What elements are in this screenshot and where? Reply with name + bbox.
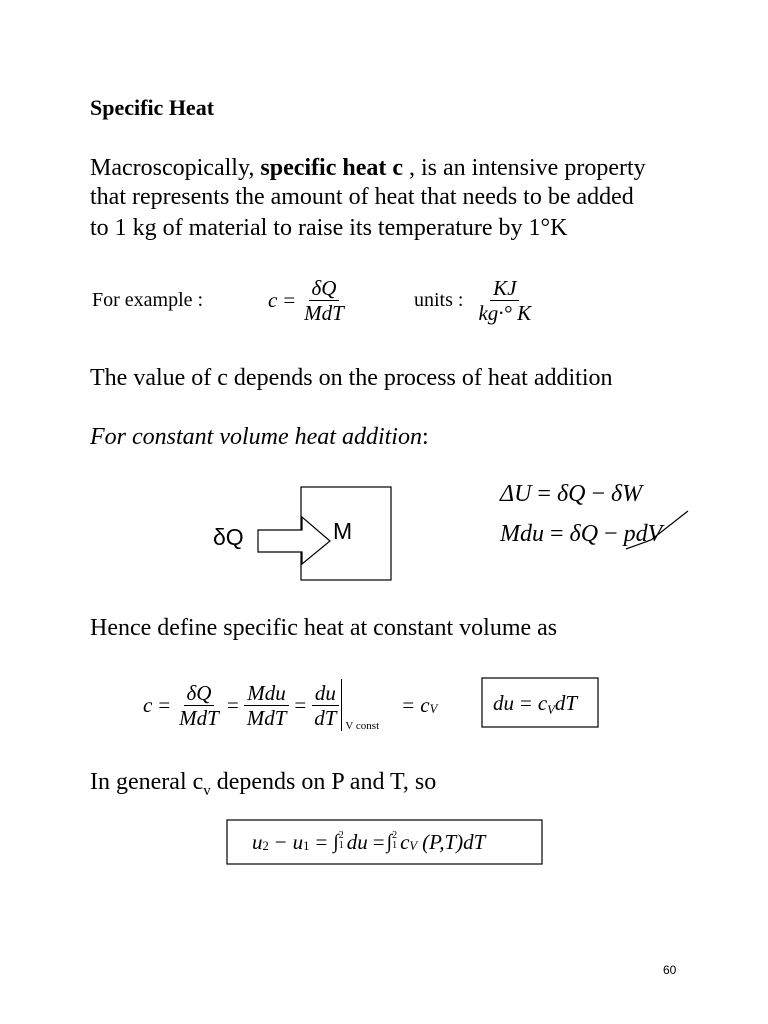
heat-arrow-icon xyxy=(258,517,330,564)
cv-box-rhs: dT xyxy=(554,691,578,715)
cv-def-equals-3: = xyxy=(294,692,307,717)
integral-lower-limit-1: 1 xyxy=(338,840,344,851)
cv-def-fraction-1-numerator: δQ xyxy=(184,681,215,706)
integral-equals-1: = xyxy=(315,829,328,854)
units-numerator: KJ xyxy=(490,276,519,301)
example-fraction-numerator: δQ xyxy=(309,276,340,301)
page-heading: Specific Heat xyxy=(90,95,215,120)
cv-def-equals-1: = xyxy=(158,692,171,717)
constant-volume-line xyxy=(90,423,429,451)
energy-2-lhs: Mdu xyxy=(500,521,544,547)
cv-def-fraction-2-denominator: MdT xyxy=(246,705,287,730)
intro-line-3: to 1 kg of material to raise its temperature by 1°K xyxy=(90,215,568,241)
value-line: The value of c depends on the process of heat addition xyxy=(90,365,613,391)
cv-def-fraction-3-denominator: dT xyxy=(314,705,337,730)
units-label: units : xyxy=(414,288,464,311)
intro-line-1-end: , is an intensive property xyxy=(403,155,646,181)
integral-u-1-subscript: 1 xyxy=(303,838,310,853)
cv-def-lhs: c xyxy=(143,692,153,717)
intro-line-1-start: Macroscopically, xyxy=(90,155,261,181)
example-fraction xyxy=(301,276,347,325)
energy-2-term-1: δQ xyxy=(569,521,599,547)
integral-upper-limit-2: 2 xyxy=(392,830,398,841)
evaluation-condition: V const xyxy=(345,720,380,732)
units-fraction xyxy=(475,276,534,325)
example-units xyxy=(414,275,534,325)
energy-1-term-1: δQ xyxy=(556,481,586,507)
integral-minus: − xyxy=(274,829,287,854)
evaluation-bar xyxy=(341,679,384,731)
energy-1-lhs: ΔU xyxy=(500,481,532,507)
integral-u-2: u xyxy=(252,829,263,854)
cv-def-fraction-1-denominator: MdT xyxy=(179,705,219,730)
cv-box-lhs: du xyxy=(493,691,514,715)
cv-box-equals: = xyxy=(520,691,532,715)
general-line-end: depends on P and T, so xyxy=(210,769,437,795)
units-denominator: kg·° K xyxy=(478,300,532,325)
example-equation xyxy=(268,275,347,325)
integral-lower-limit-2: 1 xyxy=(392,840,398,851)
constant-volume-colon: : xyxy=(421,424,429,450)
mass-label: M xyxy=(333,518,353,544)
integral-du: du xyxy=(346,829,368,854)
integral-equals-2: = xyxy=(372,829,385,854)
cv-def-fraction-3-numerator: du xyxy=(312,681,339,706)
integral-u-1: u xyxy=(292,829,304,854)
cv-def-equals-2: = xyxy=(226,692,239,717)
intro-term-bold: specific heat c xyxy=(260,155,404,181)
cv-definition-equation xyxy=(143,679,437,731)
cv-def-rhs-subscript: V xyxy=(429,701,438,716)
energy-2-minus: − xyxy=(604,521,618,547)
energy-1-equals: = xyxy=(537,481,551,507)
general-line-subscript: v xyxy=(203,782,211,799)
energy-2-term-2: pdV xyxy=(623,521,663,547)
integral-sign-1: ∫ xyxy=(333,830,339,853)
page-number: 60 xyxy=(663,963,677,977)
integral-sign-2: ∫ xyxy=(386,830,393,853)
constant-volume-text: For constant volume heat addition xyxy=(90,424,422,450)
example-fraction-denominator: MdT xyxy=(304,300,344,325)
general-line xyxy=(90,768,436,799)
integral-upper-limit-1: 2 xyxy=(338,830,344,841)
integral-u-2-subscript: 2 xyxy=(262,838,269,853)
integral-limits-2 xyxy=(392,831,397,851)
integral-limits-1 xyxy=(339,831,344,851)
integral-c: c xyxy=(400,829,410,854)
general-line-start: In general c xyxy=(90,769,204,795)
example-label: For example : xyxy=(92,289,204,311)
example-equals: = xyxy=(283,287,296,312)
energy-2-equals: = xyxy=(550,521,564,547)
example-lhs: c xyxy=(268,287,278,312)
cv-def-rhs: c xyxy=(420,692,430,717)
cv-def-fraction-3 xyxy=(311,681,339,730)
energy-1-term-2: δW xyxy=(611,481,643,507)
intro-line-2: that represents the amount of heat that needs to be added xyxy=(90,184,634,210)
hence-line: Hence define specific heat at constant volume as xyxy=(90,615,558,641)
integral-c-subscript: V xyxy=(409,838,418,853)
cv-box-c-subscript: V xyxy=(547,703,555,718)
energy-balance-line-1 xyxy=(500,480,642,508)
heat-input-label: δQ xyxy=(213,524,244,550)
cv-def-fraction-2 xyxy=(244,681,290,730)
cv-def-equals-4: = xyxy=(402,692,415,717)
energy-balance-line-2 xyxy=(500,520,662,548)
cv-box-c: c xyxy=(537,691,548,715)
cv-def-fraction-2-numerator: Mdu xyxy=(244,681,289,706)
cv-box-equation xyxy=(493,689,577,720)
energy-1-minus: − xyxy=(591,481,606,507)
integral-equation xyxy=(252,828,485,856)
integral-args: (P,T)dT xyxy=(422,829,486,854)
intro-line-1 xyxy=(90,154,646,182)
cv-def-fraction-1 xyxy=(176,681,222,730)
